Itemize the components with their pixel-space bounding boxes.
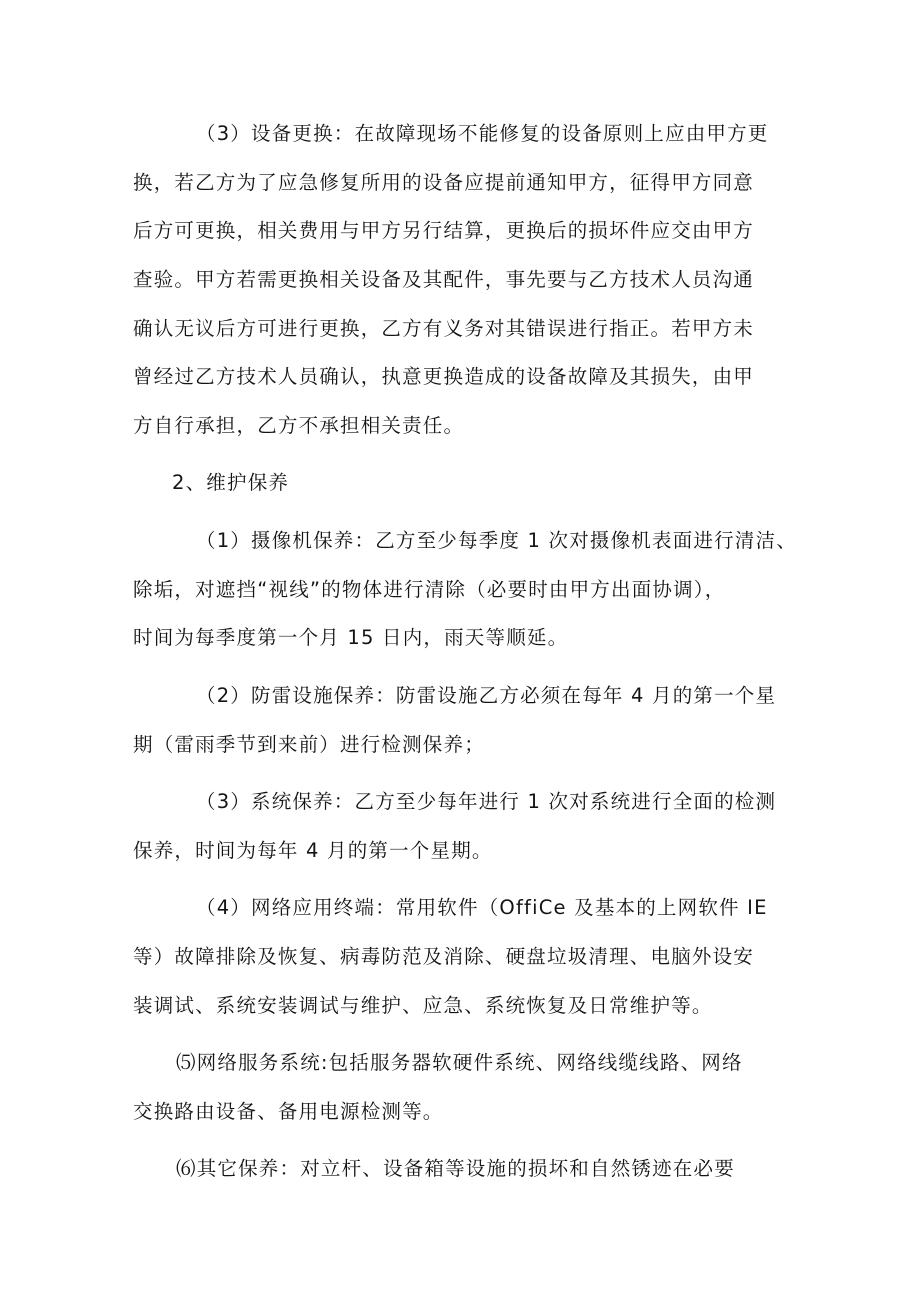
text-line: 期（雷雨季节到来前）进行检测保养； — [133, 733, 485, 756]
text-line: （1）摄像机保养：乙方至少每季度 1 次对摄像机表面进行清洁、 — [196, 529, 797, 552]
text-line: 换，若乙方为了应急修复所用的设备应提前通知甲方，征得甲方同意 — [133, 171, 755, 194]
text-line: ⑹其它保养：对立杆、设备箱等设施的损坏和自然锈迹在必要 — [176, 1157, 735, 1180]
text-line: 保养，时间为每年 4 月的第一个星期。 — [133, 839, 493, 862]
text-line: 交换路由设备、备用电源检测等。 — [133, 1100, 444, 1123]
text-line: ⑸网络服务系统:包括服务器软硬件系统、网络线缆线路、网络 — [176, 1051, 743, 1074]
text-line: 时间为每季度第一个月 15 日内，雨天等顺延。 — [133, 626, 569, 649]
text-line: 方自行承担，乙方不承担相关责任。 — [133, 414, 465, 437]
text-line: （4）网络应用终端：常用软件（OffiCe 及基本的上网软件 IE — [196, 896, 768, 919]
text-line: 曾经过乙方技术人员确认，执意更换造成的设备故障及其损失，由甲 — [133, 365, 755, 388]
section-heading: 2、维护保养 — [172, 471, 290, 494]
text-line: 确认无议后方可进行更换，乙方有义务对其错误进行指正。若甲方未 — [133, 317, 755, 340]
text-line: 查验。甲方若需更换相关设备及其配件，事先要与乙方技术人员沟通 — [133, 268, 755, 291]
text-line: 后方可更换，相关费用与甲方另行结算，更换后的损坏件应交由甲方 — [133, 219, 755, 242]
text-line: 等）故障排除及恢复、病毒防范及消除、硬盘垃圾清理、电脑外设安 — [133, 945, 755, 968]
text-line: 除垢，对遮挡“视线”的物体进行清除（必要时由甲方出面协调）， — [133, 578, 726, 601]
text-line: 装调试、系统安装调试与维护、应急、系统恢复及日常维护等。 — [133, 994, 713, 1017]
text-line: （3）系统保养：乙方至少每年进行 1 次对系统进行全面的检测 — [196, 790, 777, 813]
text-line: （3）设备更换：在故障现场不能修复的设备原则上应由甲方更 — [196, 122, 769, 145]
text-line: （2）防雷设施保养：防雷设施乙方必须在每年 4 月的第一个星 — [196, 684, 777, 707]
